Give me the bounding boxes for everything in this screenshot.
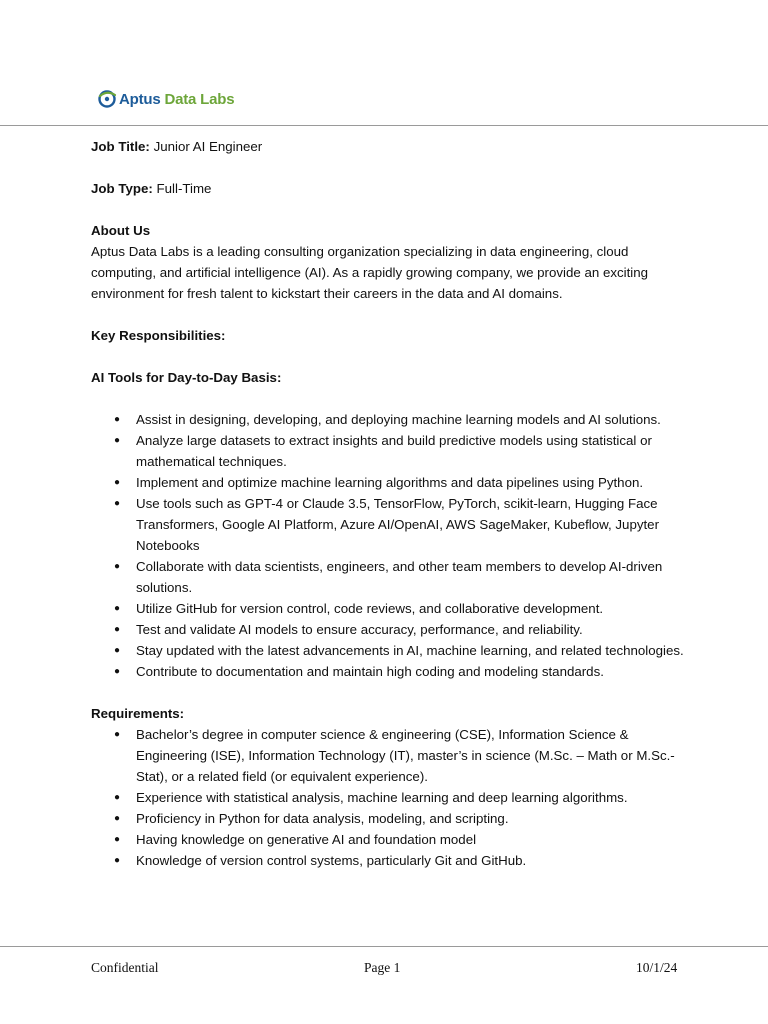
requirements-heading: Requirements: [91, 706, 185, 721]
list-item: ● Stay updated with the latest advancements in AI, machine learning, and related technologies. [91, 640, 691, 661]
list-item: ● Collaborate with data scientists, engineers, and other team members to develop AI-driven solutions. [91, 556, 691, 598]
responsibilities-heading: Key Responsibilities: [91, 328, 226, 343]
ai-tools-subheading: AI Tools for Day-to-Day Basis: [91, 370, 282, 385]
list-item: ● Contribute to documentation and maintain high coding and modeling standards. [91, 661, 691, 682]
list-item: ● Analyze large datasets to extract insights and build predictive models using statistical or mathematical techniques. [91, 430, 691, 472]
list-item: ● Knowledge of version control systems, particularly Git and GitHub. [91, 850, 691, 871]
list-item: ● Test and validate AI models to ensure accuracy, performance, and reliability. [91, 619, 691, 640]
logo-swoosh-icon [96, 88, 118, 110]
footer-page-number: Page 1 [364, 960, 401, 975]
footer-date: 10/1/24 [636, 960, 678, 975]
document-body [91, 136, 691, 871]
company-logo [96, 88, 234, 110]
requirements-list [91, 724, 691, 871]
header-divider [0, 125, 768, 126]
about-text: Aptus Data Labs is a leading consulting organization specializing in data engineering, cloud computing, and artificial intelligence (AI). As a rapidly growing company, we provide an exciting environment for fresh talent to kickstart their careers in the data and AI domains. [91, 244, 649, 301]
list-item: ● Use tools such as GPT-4 or Claude 3.5, TensorFlow, PyTorch, scikit-learn, Hugging Face Transformers, Google AI Platform, Azure AI/OpenAI, AWS SageMaker, Kubeflow, Jupyter Notebooks [91, 493, 691, 556]
list-item: ● Utilize GitHub for version control, code reviews, and collaborative development. [91, 598, 691, 619]
job-type-label: Job Type: [91, 181, 153, 196]
job-title-line [91, 136, 691, 157]
list-item: ● Having knowledge on generative AI and foundation model [91, 829, 691, 850]
responsibilities-list [91, 409, 691, 682]
list-item: ● Assist in designing, developing, and deploying machine learning models and AI solutions. [91, 409, 691, 430]
job-title-value: Junior AI Engineer [153, 139, 263, 154]
job-type-value: Full-Time [156, 181, 212, 196]
job-title-label: Job Title: [91, 139, 150, 154]
list-item: ● Proficiency in Python for data analysis, modeling, and scripting. [91, 808, 691, 829]
list-item: ● Experience with statistical analysis, machine learning and deep learning algorithms. [91, 787, 691, 808]
logo-text: Aptus Data Labs [119, 90, 235, 108]
about-heading: About Us [91, 223, 151, 238]
footer-divider [0, 946, 768, 947]
list-item: ● Implement and optimize machine learning algorithms and data pipelines using Python. [91, 472, 691, 493]
footer-confidential: Confidential [91, 960, 159, 975]
list-item: ● Bachelor’s degree in computer science & engineering (CSE), Information Science & Engineering (ISE), Information Technology (IT), master’s in science (M.Sc. – Math or M.Sc.-Stat), or a related field (or equivalent experience). [91, 724, 691, 787]
job-type-line [91, 178, 691, 199]
